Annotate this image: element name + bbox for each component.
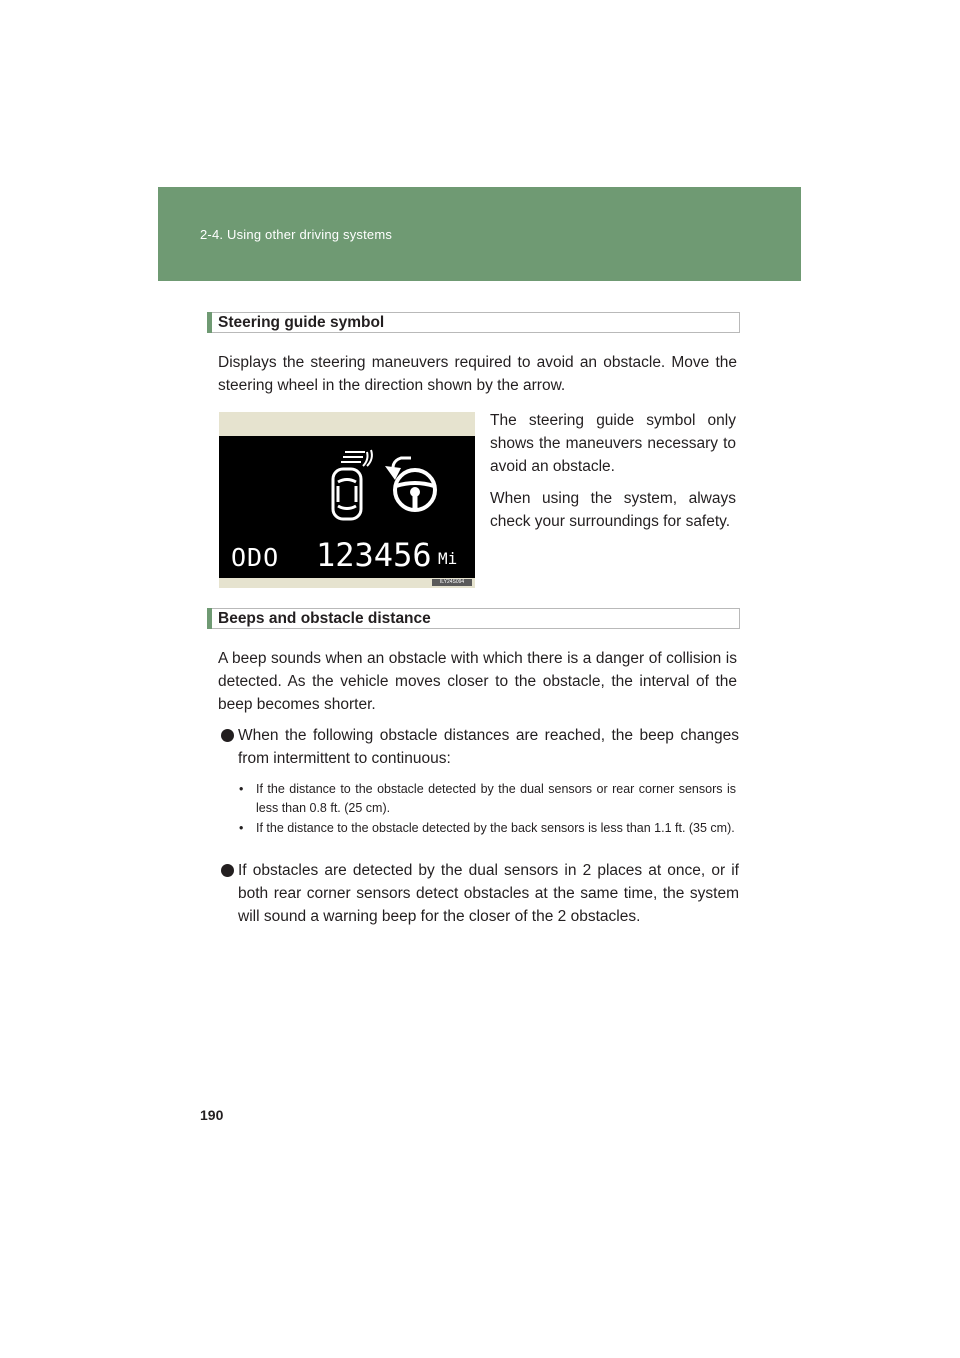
beeps-heading-box bbox=[207, 608, 740, 629]
section-title: 2-4. Using other driving systems bbox=[200, 227, 393, 242]
sub-bullet-text: If the distance to the obstacle detected by the back sensors is less than 1.1 ft. (35 cm). bbox=[256, 821, 735, 835]
steering-guide-intro: Displays the steering maneuvers required to avoid an obstacle. Move the steering wheel in the direction shown by the arrow. bbox=[218, 354, 737, 394]
car-sensor-icon bbox=[333, 450, 372, 519]
beeps-intro: A beep sounds when an obstacle with which there is a danger of collision is detected. As the vehicle moves closer to the obstacle, the interval of the beep becomes shorter. bbox=[218, 650, 737, 713]
list-item bbox=[221, 859, 739, 928]
list-item bbox=[239, 819, 736, 838]
sub-bullet-text: If the distance to the obstacle detected by the dual sensors or rear corner sensors is less than 0.8 ft. (25 cm). bbox=[256, 782, 736, 815]
display-figure bbox=[219, 412, 475, 588]
figure-code: ILY24S094 bbox=[432, 579, 472, 586]
page-number: 190 bbox=[200, 1107, 224, 1123]
heading-accent-bar bbox=[207, 312, 212, 333]
heading-accent-bar bbox=[207, 608, 212, 629]
section-header-band bbox=[158, 187, 801, 281]
steering-guide-side-text-1: The steering guide symbol only shows the maneuvers necessary to avoid an obstacle. bbox=[490, 412, 736, 475]
steering-wheel-icon bbox=[395, 470, 435, 510]
odo-label: ODO bbox=[231, 543, 280, 572]
list-item bbox=[239, 780, 736, 818]
steering-guide-heading-box bbox=[207, 312, 740, 333]
sub-bullet-mark: • bbox=[239, 821, 244, 835]
odo-value: 123456 bbox=[316, 536, 432, 574]
multi-info-display bbox=[219, 436, 475, 578]
sub-bullet-mark: • bbox=[239, 782, 244, 796]
steering-guide-heading: Steering guide symbol bbox=[218, 314, 385, 331]
bullet-dot bbox=[221, 729, 234, 742]
bullet-text: If obstacles are detected by the dual sensors in 2 places at once, or if both rear corner sensors detect obstacles at the same time, the system will sound a warning beep for the closer of the 2 obstacles. bbox=[238, 862, 739, 925]
bullet-dot bbox=[221, 864, 234, 877]
list-item bbox=[221, 724, 739, 770]
odo-unit: Mi bbox=[438, 549, 458, 568]
bullet-text: When the following obstacle distances are reached, the beep changes from intermittent to continuous: bbox=[238, 727, 739, 767]
beeps-heading: Beeps and obstacle distance bbox=[218, 610, 431, 627]
steering-guide-side-text-2: When using the system, always check your surroundings for safety. bbox=[490, 490, 736, 530]
